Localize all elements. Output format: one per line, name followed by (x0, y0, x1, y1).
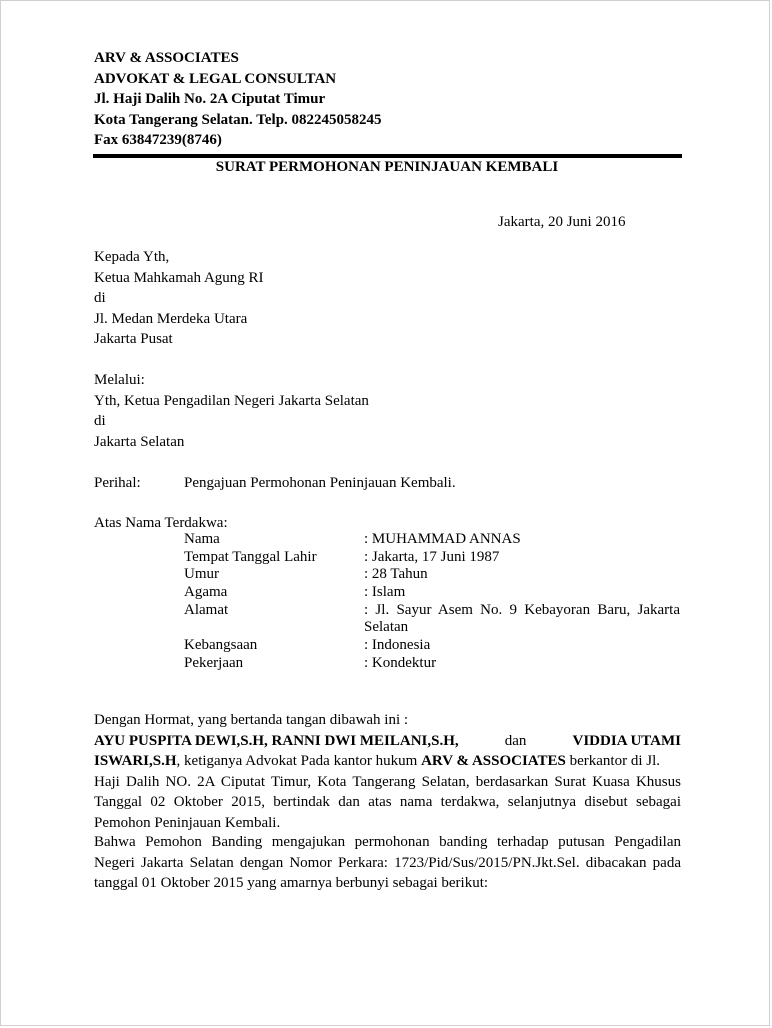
defendant-row (1, 602, 772, 637)
defendant-row (1, 637, 772, 655)
letterhead (94, 48, 382, 151)
firm-address: Jl. Haji Dalih No. 2A Ciputat Timur (94, 91, 326, 108)
defendant-field-value: : 28 Tahun (364, 566, 428, 583)
recipient-line: di (94, 290, 106, 306)
defendant-table (1, 531, 772, 673)
intro-line: Dengan Hormat, yang bertanda tangan dibawah ini : (94, 712, 409, 728)
advocate-name-cont: ISWARI,S.H (94, 753, 177, 770)
via-line: Jakarta Selatan (94, 433, 185, 450)
defendant-heading: Atas Nama Terdakwa: (94, 515, 228, 531)
letterhead-divider (93, 154, 682, 158)
defendant-field-value: : Jl. Sayur Asem No. 9 Kebayoran Baru, Jakarta (364, 601, 680, 618)
defendant-field-label: Pekerjaan (184, 654, 244, 671)
via-line: Melalui: (94, 372, 145, 388)
defendant-field-value: : Kondektur (364, 654, 437, 671)
paragraph-line: Tanggal 02 Oktober 2015, bertindak dan atas nama terdakwa, selanjutnya disebut sebagai (94, 794, 681, 811)
advocate-names: AYU PUSPITA DEWI,S.H, RANNI DWI MEILANI,S.H, (94, 732, 459, 749)
firm-line-text: , ketiganya Advokat Pada kantor hukum (176, 753, 422, 770)
defendant-row (1, 549, 772, 567)
defendant-field-label: Agama (184, 584, 228, 601)
defendant-field-label: Kebangsaan (184, 637, 258, 654)
recipient-line: Ketua Mahkamah Agung RI (94, 269, 264, 286)
paragraph-introduction (94, 710, 681, 834)
advocates-line (94, 731, 681, 752)
defendant-row (1, 566, 772, 584)
defendant-field-label: Umur (184, 566, 219, 583)
defendant-field-value: : Jakarta, 17 Juni 1987 (364, 548, 500, 565)
conjunction: dan (504, 732, 527, 749)
firm-name: ARV & ASSOCIATES (94, 50, 239, 66)
recipient-block (94, 247, 264, 350)
defendant-field-label: Tempat Tanggal Lahir (184, 548, 317, 565)
advocate-name-last: VIDDIA UTAMI (572, 732, 681, 749)
recipient-line: Kepada Yth, (94, 249, 170, 265)
via-line: di (94, 413, 106, 429)
defendant-row (1, 531, 772, 549)
defendant-field-value: : Indonesia (364, 637, 431, 654)
paragraph-appeal (94, 832, 681, 894)
subject-value: Pengajuan Permohonan Peninjauan Kembali. (184, 475, 456, 491)
firm-name-inline: ARV & ASSOCIATES (421, 753, 566, 770)
paragraph-line: Haji Dalih NO. 2A Ciputat Timur, Kota Tangerang Selatan, berdasarkan Surat Kuasa Khusus (94, 773, 681, 790)
paragraph-line: Bahwa Pemohon Banding mengajukan permohonan banding terhadap putusan Pengadilan (94, 834, 681, 850)
paragraph-line: Negeri Jakarta Selatan dengan Nomor Perkara: 1723/Pid/Sus/2015/PN.Jkt.Sel. dibacakan pada (94, 854, 681, 871)
paragraph-line: tanggal 01 Oktober 2015 yang amarnya berbunyi sebagai berikut: (94, 875, 489, 892)
recipient-line: Jakarta Pusat (94, 331, 173, 347)
defendant-field-value: : Islam (364, 584, 406, 601)
defendant-row (1, 584, 772, 602)
firm-city-phone: Kota Tangerang Selatan. Telp. 082245058245 (94, 111, 382, 128)
via-block (94, 370, 369, 452)
firm-subtitle: ADVOKAT & LEGAL CONSULTAN (94, 70, 337, 87)
defendant-row (1, 655, 772, 673)
defendant-field-value: : MUHAMMAD ANNAS (364, 531, 521, 547)
firm-line (94, 751, 681, 772)
defendant-field-value-cont: Selatan (364, 619, 409, 636)
letter-title: SURAT PERMOHONAN PENINJAUAN KEMBALI (215, 159, 559, 175)
recipient-line: Jl. Medan Merdeka Utara (94, 310, 248, 327)
firm-line-text-end: berkantor di Jl. (565, 753, 661, 770)
defendant-field-label: Alamat (184, 601, 229, 618)
subject-label: Perihal: (94, 475, 141, 491)
firm-fax: Fax 63847239(8746) (94, 132, 222, 149)
defendant-field-label: Nama (184, 531, 220, 547)
date-line: Jakarta, 20 Juni 2016 (498, 214, 626, 230)
paragraph-line: Pemohon Peninjauan Kembali. (94, 814, 281, 831)
via-line: Yth, Ketua Pengadilan Negeri Jakarta Selatan (94, 392, 369, 409)
